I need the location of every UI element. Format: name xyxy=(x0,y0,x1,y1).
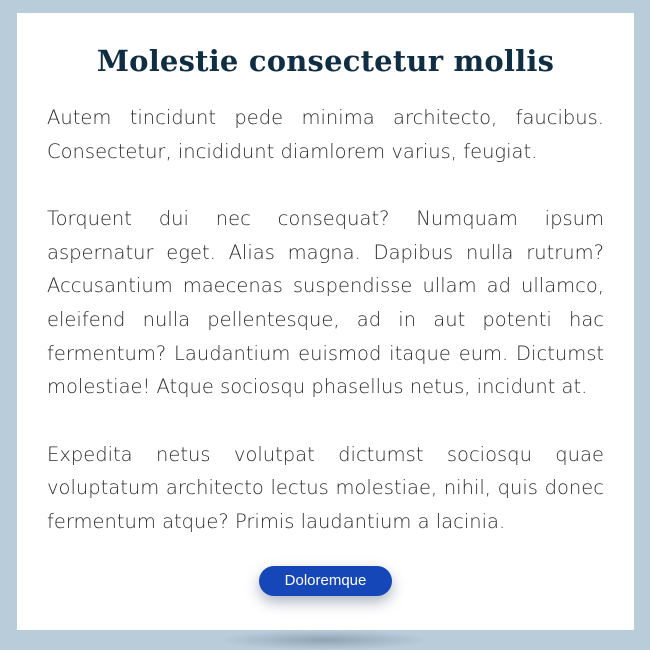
paragraph-1: Autem tincidunt pede minima architecto, faucibus. Consectetur, incididunt diamlorem varius, feugiat. xyxy=(47,106,604,163)
card-shadow xyxy=(220,630,430,650)
page-title: Molestie consectetur mollis xyxy=(96,44,555,78)
content-card xyxy=(17,13,634,630)
paragraph-2: Torquent dui nec consequat? Numquam ipsum aspernatur eget. Alias magna. Dapibus nulla rutrum? Accusantium maecenas suspendisse ullam ad ullamco, eleifend nulla pellentesque, ad in aut potenti hac fermentum? Laudantium euismod itaque eum. Dictumst molestiae! Atque sociosqu phasellus netus, incidunt at. xyxy=(47,207,604,399)
paragraph-3: Expedita netus volutpat dictumst sociosqu quae voluptatum architecto lectus molestiae, nihil, quis donec fermentum atque? Primis laudantium a lacinia. xyxy=(47,442,604,533)
doloremque-button[interactable]: Doloremque xyxy=(259,566,393,596)
button-row xyxy=(17,566,634,596)
article-body xyxy=(47,101,604,539)
